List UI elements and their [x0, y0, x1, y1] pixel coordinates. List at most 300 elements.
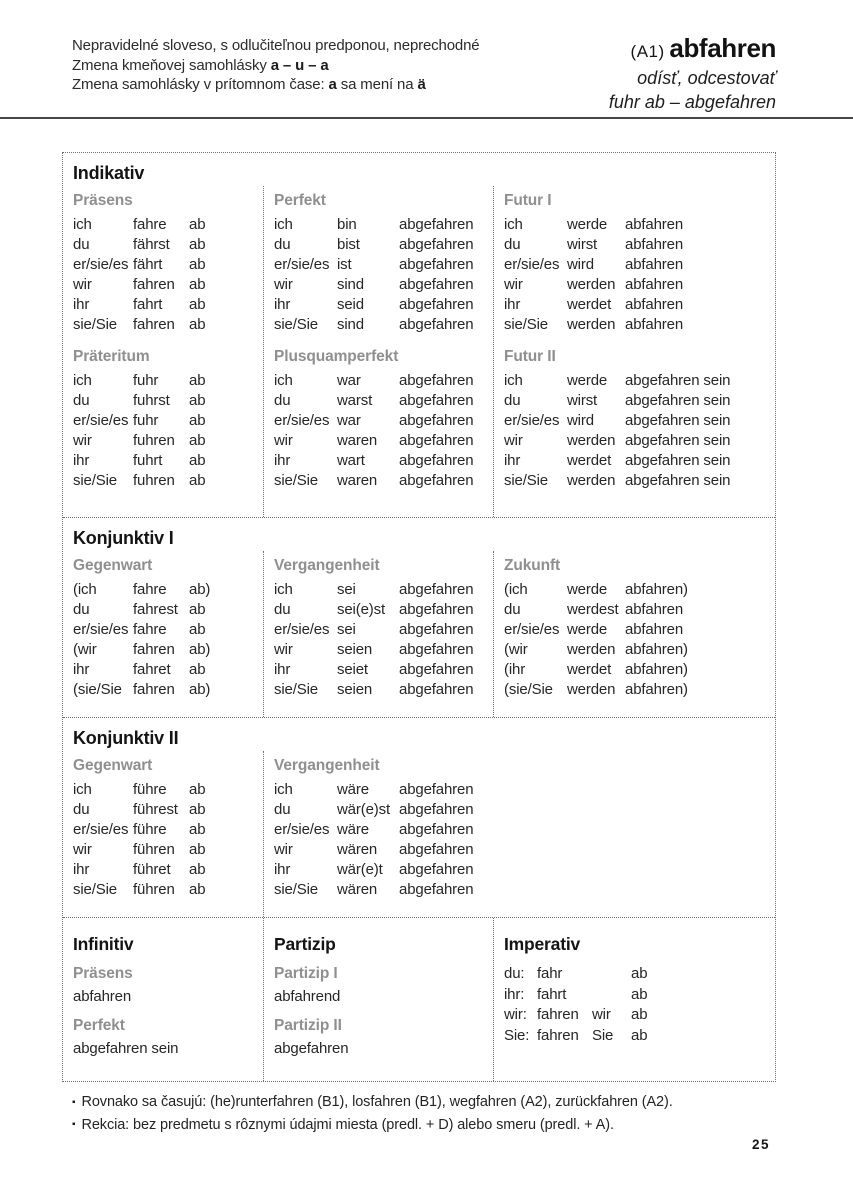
tense-label: Futur II: [504, 348, 556, 365]
conjugation-row: [504, 580, 775, 600]
complement-cell: abfahren: [625, 296, 684, 313]
pronoun-cell: sie/Sie: [73, 881, 117, 898]
bullet-icon: ▪: [72, 1119, 76, 1130]
verb-cell: wirst: [567, 236, 598, 253]
complement-cell: ab: [189, 601, 206, 618]
conjugation-row: [274, 820, 493, 840]
verb-cell: fahrt: [537, 985, 567, 1003]
headword-line: [609, 33, 776, 67]
verb-cell: fahr: [537, 965, 563, 982]
pronoun-cell: ich: [504, 216, 523, 233]
conjugation-row: [274, 600, 493, 620]
verb-cell: werdet: [567, 661, 612, 678]
conjugation-row: [274, 295, 493, 315]
pronoun-cell: er/sie/es: [504, 621, 560, 638]
verb-cell: sind: [337, 276, 364, 293]
imperative-row: [504, 1005, 775, 1026]
complement-cell: ab): [189, 641, 211, 658]
pronoun-cell: ich: [73, 781, 92, 798]
complement-cell: ab: [189, 841, 206, 858]
headword-block: [609, 33, 776, 114]
footnote-text: Rovnako sa časujú: (he)runterfahren (B1), losfahren (B1), wegfahren (A2), zurückfahren (A2).: [81, 1094, 673, 1110]
person-label-cell: ihr:: [504, 985, 525, 1003]
pronoun-cell: ich: [274, 372, 293, 389]
conjugation-row: [73, 620, 263, 640]
tense-block: [274, 192, 493, 335]
form-label: Perfekt: [73, 1017, 125, 1034]
pronoun-cell: sie/Sie: [274, 681, 318, 698]
tense-label: Futur I: [504, 192, 552, 209]
conjugation-row: [73, 640, 263, 660]
conjugation-row: [73, 391, 263, 411]
tense-block: [504, 557, 775, 700]
complement-cell: abfahren): [625, 581, 688, 598]
tense-block: [73, 557, 263, 700]
pronoun-cell: du: [73, 601, 90, 618]
complement-cell: abgefahren: [399, 801, 474, 818]
verb-cell: waren: [337, 432, 378, 449]
conjugation-row: [73, 880, 263, 900]
verb-cell: fahren: [133, 641, 175, 658]
tense-block: [73, 348, 263, 491]
pronoun-cell: ihr: [274, 861, 291, 878]
verb-cell: fahre: [133, 621, 167, 638]
conjugation-row: [73, 275, 263, 295]
complement-cell: abgefahren: [399, 392, 474, 409]
complement-cell: abgefahren: [399, 276, 474, 293]
conjugation-row: [504, 315, 775, 335]
verb-cell: führen: [133, 881, 175, 898]
conjugation-row: [73, 295, 263, 315]
conjugation-row: [73, 411, 263, 431]
complement-cell: abgefahren sein: [625, 372, 731, 389]
conjugation-row: [274, 680, 493, 700]
conjugation-row: [73, 860, 263, 880]
column: [493, 918, 775, 1081]
pronoun-cell: ihr: [73, 296, 90, 313]
conjugation-row: [274, 371, 493, 391]
pronoun-cell: Sie: [592, 1026, 614, 1044]
verb-cell: werde: [567, 621, 608, 638]
verb-cell: fuhr: [133, 372, 159, 389]
verb-cell: sei: [337, 621, 356, 638]
grammar-note-line-1: [72, 36, 479, 56]
conjugation-row: [73, 471, 263, 491]
pronoun-cell: sie/Sie: [274, 316, 318, 333]
pronoun-cell: ich: [73, 216, 92, 233]
principal-parts: fuhr ab – abgefahren: [608, 91, 776, 112]
verb-cell: fahren: [537, 1006, 579, 1023]
conjugation-row: [504, 255, 775, 275]
complement-cell: ab: [189, 372, 206, 389]
verb-cell: werde: [567, 216, 608, 233]
conjugation-row: [274, 391, 493, 411]
note-text: Zmena samohlásky v prítomnom čase:: [72, 76, 329, 93]
conjugation-row: [274, 840, 493, 860]
pronoun-cell: er/sie/es: [504, 256, 560, 273]
conjugation-row: [274, 660, 493, 680]
conjugation-row: [504, 600, 775, 620]
verb-cell: bist: [337, 236, 360, 253]
complement-cell: ab: [189, 316, 206, 333]
pronoun-cell: (wir: [504, 641, 528, 658]
pronoun-cell: du: [274, 392, 291, 409]
complement-cell: abgefahren: [399, 216, 474, 233]
pronoun-cell: er/sie/es: [274, 821, 330, 838]
verb-cell: führen: [133, 841, 175, 858]
section-konjunktiv-2: [63, 717, 775, 917]
pronoun-cell: ich: [274, 781, 293, 798]
verb-cell: war: [337, 372, 361, 389]
verb-headword: abfahren: [669, 33, 776, 63]
verb-cell: fuhren: [133, 472, 175, 489]
complement-cell: ab: [189, 801, 206, 818]
section-title: Konjunktiv I: [73, 528, 174, 548]
particle-cell: ab: [631, 985, 648, 1003]
verb-cell: wirst: [567, 392, 598, 409]
complement-cell: abgefahren: [399, 821, 474, 838]
conjugation-row: [504, 640, 775, 660]
conjugation-row: [504, 451, 775, 471]
form-value: abgefahren: [274, 1040, 349, 1057]
complement-cell: ab: [189, 452, 206, 469]
verb-cell: werden: [567, 432, 616, 449]
verb-cell: fahre: [133, 216, 167, 233]
verb-cell: fährst: [133, 236, 170, 253]
verb-cell: fahren: [133, 276, 175, 293]
verb-cell: bin: [337, 216, 357, 233]
verb-cell: werdet: [567, 296, 612, 313]
pronoun-cell: du: [73, 801, 90, 818]
pronoun-cell: wir: [73, 276, 92, 293]
conjugation-row: [504, 295, 775, 315]
imperative-rows: [504, 964, 775, 1046]
footnote-item: [72, 1114, 673, 1137]
conjugation-row: [274, 411, 493, 431]
conjugation-row: [73, 780, 263, 800]
verb-cell: wär(e)st: [337, 801, 390, 818]
pronoun-cell: (ich: [73, 581, 97, 598]
complement-cell: abgefahren sein: [625, 452, 731, 469]
tense-label: Zukunft: [504, 557, 561, 574]
complement-cell: abfahren: [625, 276, 684, 293]
pronoun-cell: er/sie/es: [504, 412, 560, 429]
complement-cell: abgefahren: [399, 412, 474, 429]
complement-cell: ab: [189, 621, 206, 638]
page-header: [72, 33, 776, 114]
pronoun-cell: wir: [504, 432, 523, 449]
pronoun-cell: er/sie/es: [274, 412, 330, 429]
verb-cell: fuhrst: [133, 392, 170, 409]
vowel-a: a: [328, 76, 337, 93]
tense-label: Plusquamperfekt: [274, 348, 399, 365]
header-divider: [0, 117, 853, 119]
conjugation-row: [274, 235, 493, 255]
complement-cell: ab: [189, 821, 206, 838]
column: [63, 751, 263, 917]
page-number: 25: [751, 1137, 770, 1152]
form-group-title: Infinitiv: [73, 934, 134, 954]
section-title: Indikativ: [73, 163, 145, 183]
conjugation-row: [504, 680, 775, 700]
verb-cell: führet: [133, 861, 171, 878]
conjugation-row: [73, 600, 263, 620]
conjugation-row: [274, 580, 493, 600]
verb-cell: fahren: [537, 1026, 579, 1044]
complement-cell: abfahren: [625, 236, 684, 253]
pronoun-cell: er/sie/es: [73, 621, 129, 638]
tense-block: [73, 757, 263, 900]
conjugation-row: [274, 255, 493, 275]
complement-cell: abfahren): [625, 681, 688, 698]
conjugation-row: [504, 215, 775, 235]
verb-cell: wart: [337, 452, 365, 469]
pronoun-cell: er/sie/es: [73, 256, 129, 273]
tense-block: [274, 348, 493, 491]
tense-block: [73, 192, 263, 335]
verb-cell: werde: [567, 372, 608, 389]
complement-cell: ab: [189, 296, 206, 313]
conjugation-row: [504, 411, 775, 431]
translation: odísť, odcestovať: [637, 68, 776, 88]
column: [263, 918, 493, 1081]
pronoun-cell: ihr: [73, 661, 90, 678]
pronoun-cell: wir: [274, 276, 293, 293]
person-label-cell: wir:: [504, 1006, 527, 1023]
column: [263, 186, 493, 517]
pronoun-cell: (ihr: [504, 661, 526, 678]
conjugation-row: [73, 315, 263, 335]
pronoun-cell: du: [504, 601, 521, 618]
verb-cell: fuhrt: [133, 452, 163, 469]
tense-block: [274, 757, 493, 900]
section-columns: [63, 918, 775, 1081]
section-final: [63, 917, 775, 1081]
verb-cell: fahrt: [133, 296, 163, 313]
conjugation-row: [274, 620, 493, 640]
complement-cell: abgefahren: [399, 641, 474, 658]
grammar-note-line-2: [72, 56, 479, 76]
pronoun-cell: wir: [504, 276, 523, 293]
pronoun-cell: du: [504, 236, 521, 253]
conjugation-row: [73, 451, 263, 471]
conjugation-row: [73, 800, 263, 820]
complement-cell: abfahren: [625, 256, 684, 273]
verb-cell: war: [337, 412, 361, 429]
tense-label: Vergangenheit: [274, 757, 380, 774]
column: [63, 551, 263, 717]
verb-cell: waren: [337, 472, 378, 489]
complement-cell: abgefahren: [399, 841, 474, 858]
conjugation-row: [274, 275, 493, 295]
level-badge: (A1): [630, 42, 665, 61]
footnote-item: [72, 1091, 673, 1114]
verb-cell: werden: [567, 276, 616, 293]
imperative-row: [504, 985, 775, 1006]
complement-cell: abgefahren: [399, 881, 474, 898]
pronoun-cell: du: [274, 601, 291, 618]
verb-cell: wäre: [337, 821, 369, 838]
footnotes: [72, 1091, 673, 1136]
pronoun-cell: ich: [274, 581, 293, 598]
footnote-text: Rekcia: bez predmetu s rôznymi údajmi miesta (predl. + D) alebo smeru (predl. + A).: [81, 1116, 614, 1133]
column: [493, 551, 775, 717]
conjugation-row: [73, 431, 263, 451]
complement-cell: ab: [189, 781, 206, 798]
verb-cell: wäre: [337, 781, 369, 798]
conjugation-row: [504, 275, 775, 295]
complement-cell: abgefahren sein: [625, 432, 731, 449]
pronoun-cell: wir: [274, 641, 293, 658]
section-indikativ: [63, 153, 775, 517]
column: [63, 918, 263, 1081]
tense-label: Präsens: [73, 192, 133, 209]
section-columns: [63, 551, 775, 717]
complement-cell: abgefahren: [399, 781, 474, 798]
vowel-ae: ä: [417, 76, 426, 93]
conjugation-row: [504, 235, 775, 255]
particle-cell: ab: [631, 965, 648, 982]
conjugation-row: [504, 391, 775, 411]
verb-cell: wären: [337, 841, 378, 858]
imperative-row: [504, 964, 775, 985]
person-label-cell: Sie:: [504, 1026, 530, 1044]
complement-cell: ab: [189, 236, 206, 253]
complement-cell: abgefahren: [399, 472, 474, 489]
verb-cell: ist: [337, 256, 352, 273]
complement-cell: ab: [189, 276, 206, 293]
tense-block: [274, 557, 493, 700]
pronoun-cell: sie/Sie: [73, 316, 117, 333]
complement-cell: ab: [189, 412, 206, 429]
complement-cell: ab: [189, 661, 206, 678]
verb-cell: sei(e)st: [337, 601, 385, 618]
complement-cell: abgefahren: [399, 681, 474, 698]
verb-cell: fahre: [133, 581, 167, 598]
conjugation-row: [73, 371, 263, 391]
verb-cell: fahret: [133, 661, 171, 678]
conjugation-row: [504, 620, 775, 640]
tense-block: [504, 192, 775, 335]
complement-cell: abgefahren: [399, 236, 474, 253]
pronoun-cell: du: [504, 392, 521, 409]
verb-cell: wär(e)t: [337, 861, 383, 878]
vowel-change-pattern: a – u – a: [270, 56, 329, 74]
tense-label: Gegenwart: [73, 557, 153, 574]
complement-cell: ab: [189, 392, 206, 409]
complement-cell: abfahren: [625, 216, 684, 233]
pronoun-cell: er/sie/es: [73, 821, 129, 838]
pronoun-cell: er/sie/es: [274, 256, 330, 273]
pronoun-cell: sie/Sie: [274, 472, 318, 489]
conjugation-row: [274, 471, 493, 491]
complement-cell: abgefahren: [399, 861, 474, 878]
complement-cell: ab): [189, 681, 211, 698]
section-title: Konjunktiv II: [73, 728, 179, 748]
tense-label: Präteritum: [73, 348, 150, 365]
section-konjunktiv-1: [63, 517, 775, 717]
pronoun-cell: ich: [504, 372, 523, 389]
verb-cell: fuhr: [133, 412, 159, 429]
conjugation-row: [504, 660, 775, 680]
verb-cell: seiet: [337, 661, 368, 678]
pronoun-cell: du: [274, 236, 291, 253]
section-columns: [63, 751, 775, 917]
pronoun-cell: wir: [274, 432, 293, 449]
column: [263, 751, 493, 917]
grammar-note-line-3: [72, 75, 479, 95]
complement-cell: abgefahren: [399, 452, 474, 469]
complement-cell: ab: [189, 216, 206, 233]
pronoun-cell: wir: [274, 841, 293, 858]
pronoun-cell: du: [73, 236, 90, 253]
imperative-row: [504, 1026, 775, 1047]
pronoun-cell: (sie/Sie: [504, 681, 553, 698]
conjugation-row: [274, 640, 493, 660]
conjugation-row: [504, 431, 775, 451]
complement-cell: abgefahren: [399, 372, 474, 389]
complement-cell: abgefahren: [399, 296, 474, 313]
complement-cell: abgefahren: [399, 601, 474, 618]
verb-cell: werdest: [567, 601, 619, 618]
conjugation-row: [274, 451, 493, 471]
complement-cell: abfahren: [625, 601, 684, 618]
particle-cell: ab: [631, 1006, 648, 1023]
note-text: Zmena kmeňovej samohlásky: [72, 56, 271, 74]
pronoun-cell: ich: [73, 372, 92, 389]
pronoun-cell: sie/Sie: [504, 316, 548, 333]
pronoun-cell: (sie/Sie: [73, 681, 122, 698]
complement-cell: abgefahren sein: [625, 412, 731, 429]
form-label: Partizip II: [274, 1017, 342, 1034]
verb-cell: werden: [567, 316, 616, 333]
form-group-title: Partizip: [274, 934, 336, 954]
verb-cell: führest: [133, 801, 178, 818]
conjugation-row: [274, 780, 493, 800]
verb-cell: führe: [133, 781, 167, 798]
pronoun-cell: er/sie/es: [73, 412, 129, 429]
complement-cell: abgefahren: [399, 256, 474, 273]
complement-cell: abgefahren: [399, 621, 474, 638]
pronoun-cell: [592, 985, 631, 1006]
complement-cell: abfahren: [625, 621, 684, 638]
conjugation-row: [73, 680, 263, 700]
form-value: abfahrend: [274, 988, 341, 1005]
tense-label: Vergangenheit: [274, 557, 380, 574]
pronoun-cell: sie/Sie: [504, 472, 548, 489]
conjugation-row: [274, 315, 493, 335]
verb-cell: sei: [337, 581, 356, 598]
conjugation-row: [73, 215, 263, 235]
complement-cell: abgefahren sein: [625, 472, 731, 489]
verb-cell: werden: [567, 472, 616, 489]
form-group-title: Imperativ: [504, 934, 581, 954]
conjugation-table: [62, 152, 776, 1082]
complement-cell: abgefahren: [399, 316, 474, 333]
verb-cell: werdet: [567, 452, 612, 469]
pronoun-cell: ihr: [274, 452, 291, 469]
complement-cell: ab: [189, 861, 206, 878]
form-value: abgefahren sein: [73, 1040, 179, 1057]
verb-cell: wären: [337, 881, 378, 898]
tense-block: [504, 348, 775, 491]
pronoun-cell: wir: [592, 1006, 611, 1023]
verb-cell: seid: [337, 296, 364, 313]
pronoun-cell: sie/Sie: [274, 881, 318, 898]
verb-cell: seien: [337, 681, 373, 698]
complement-cell: ab: [189, 432, 206, 449]
conjugation-row: [504, 371, 775, 391]
